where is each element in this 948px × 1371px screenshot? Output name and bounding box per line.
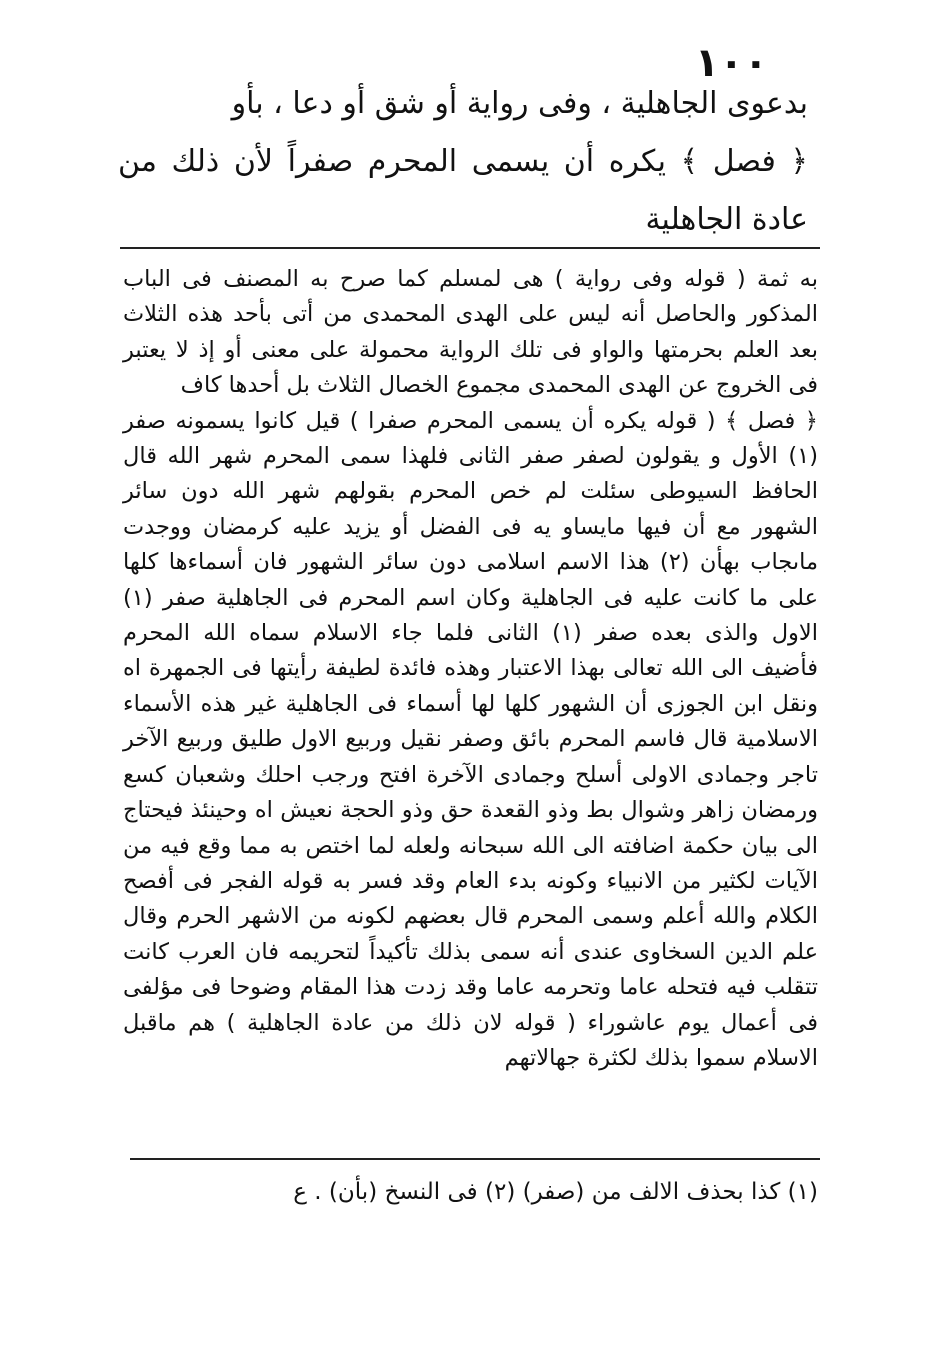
section-divider xyxy=(120,247,820,249)
commentary-paragraph-1: به ثمة ( قوله وفى رواية ) هى لمسلم كما صرح به المصنف فى الباب المذكور والحاصل أنه ليس على الهدى المحمدى من أتى بأحد هذه الثلاث بعد العلم بحرمتها والواو فى تلك الرواية محمولة على معنى أو إذ لا يعتبر فى الخروج عن الهدى المحمدى مجموع الخصال الثلاث بل أحدها كاف xyxy=(123,266,818,399)
main-text-line: بدعوى الجاهلية ، وفى رواية أو شق أو دعا ، بأو xyxy=(231,86,808,121)
commentary-paragraph-2: ﴿ فصل ﴾ ( قوله يكره أن يسمى المحرم صفرا ) قيل كانوا يسمونه صفر (١) الأول و يقولون لصفر صفر الثانى فلهذا سمى المحرم شهر الله قال الحافظ السيوطى سئلت لم خص المحرم بقولهم شهر الله دون سائر الشهور مع أن فيها مايساو يه فى الفضل أو يزيد عليه كرمضان ووجدت ماىجاب بهأن (٢) هذا الاسم اسلامى دون سائر الشهور فان أسماءها كلها على ما كانت عليه فى الجاهلية وكان اسم المحرم فى الجاهلية صفر (١) الاول والذى بعده صفر (١) الثانى فلما جاء الاسلام سماه الله المحرم فأضيف الى الله تعالى بهذا الاعتبار وهذه فائدة لطيفة رأيتها فى الجمهرة اه ونقل ابن الجوزى أن الشهور كلها لها أسماء فى الجاهلية غير هذه الأسماء الاسلامية قال فاسم المحرم بائق وصفر نقيل وربيع الاول طليق وربيع الآخر تاجر وجمادى الاولى أسلح وجمادى الآخرة افتح ورجب احلك وشعبان كسع ورمضان زاهر وشوال بط وذو القعدة حق وذو الحجة نعيش اه وحينئذ فيحتاج الى بيان حكمة اضافته الى الله سبحانه ولعله لما اختص به مما وقع فيه من الآيات لكثير من الانبياء وكونه بدء العام وقد فسر به قوله الفجر فى أفصح الكلام والله أعلم وسمى المحرم قال بعضهم لكونه من الاشهر الحرم وقال علم الدين السخاوى عندى أنه سمى بذلك تأكيداً لتحريمه فان العرب كانت تتقلب فيه فتحله عاما وتحرمه عاما وقد زدت هذا المقام وضوحا فى مؤلفى فى أعمال يوم عاشوراء ( قوله لان ذلك من عادة الجاهلية ) هم ماقبل الاسلام سموا بذلك لكثرة جهالاتهم xyxy=(123,407,818,1071)
footnote: (١) كذا بحذف الالف من (صفر) (٢) فى النسخ (بأن) . ع xyxy=(293,1179,818,1205)
page-number: ١٠٠ xyxy=(694,40,768,86)
commentary-block xyxy=(123,262,818,1076)
main-text-block xyxy=(118,75,808,249)
main-text-fasl: ﴿ فصل ﴾ يكره أن يسمى المحرم صفراً لأن ذلك من عادة الجاهلية xyxy=(118,144,808,237)
footnote-divider xyxy=(130,1158,820,1160)
